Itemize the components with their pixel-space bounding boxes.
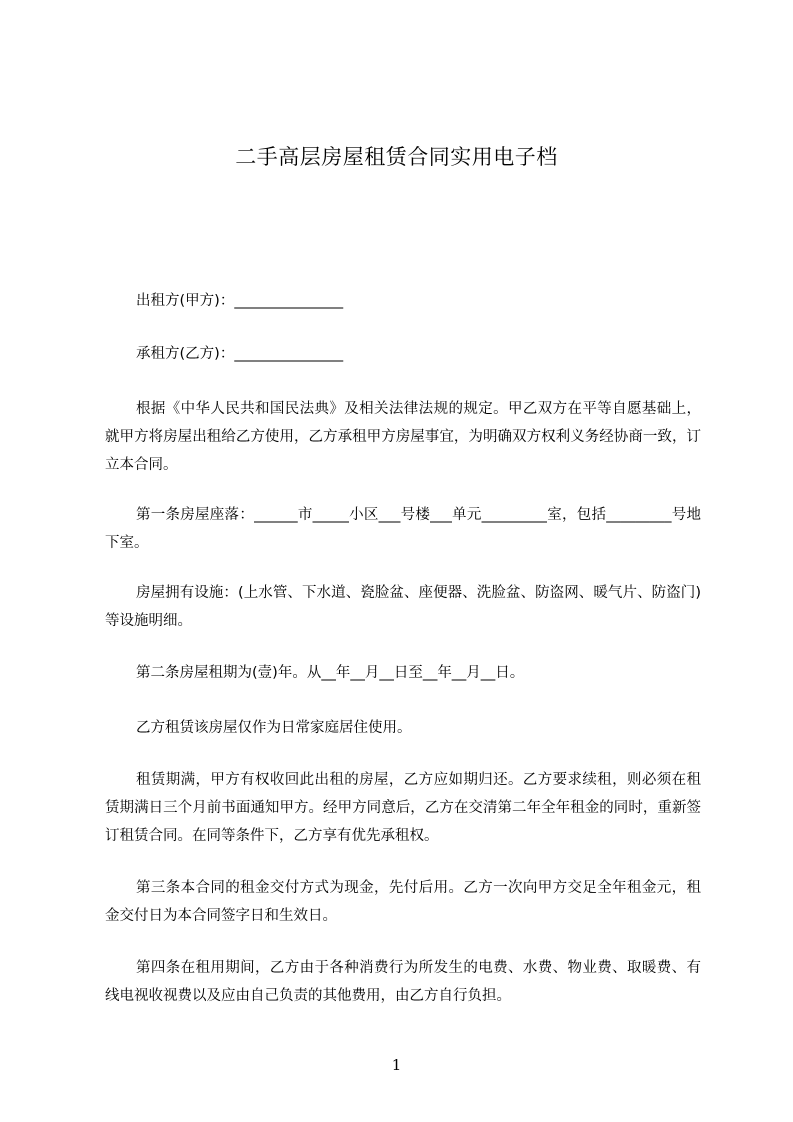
article-1-location: 第一条房屋座落：______市_____小区___号楼___单元_________室，包括_________号地下室。 — [105, 507, 701, 551]
preamble-paragraph: 根据《中华人民共和国民法典》及相关法律法规的规定。甲乙双方在平等自愿基础上，就甲方将房屋出租给乙方使用，乙方承租甲方房屋事宜，为明确双方权利义务经协商一致，订立本合同。 — [105, 401, 701, 473]
page-number: 1 — [391, 1056, 402, 1074]
facilities-paragraph: 房屋拥有设施：(上水管、下水道、瓷脸盆、座便器、洗脸盆、防盗网、暖气片、防盗门)等设施明细。 — [105, 585, 701, 629]
document-title: 二手高层房屋租赁合同实用电子档 — [235, 145, 558, 169]
lessee-field: 承租方(乙方)：_______________ — [136, 346, 344, 362]
article-2-term: 第二条房屋租期为(壹)年。从__年__月__日至__年__月__日。 — [136, 665, 525, 681]
lessor-field: 出租方(甲方)：_______________ — [136, 293, 344, 309]
renewal-paragraph: 租赁期满，甲方有权收回此出租的房屋，乙方应如期归还。乙方要求续租，则必须在租赁期满日三个月前书面通知甲方。经甲方同意后，乙方在交清第二年全年租金的同时，重新签订租赁合同。在同等条件下，乙方享有优先承租权。 — [105, 772, 701, 844]
usage-paragraph: 乙方租赁该房屋仅作为日常家庭居住使用。 — [136, 720, 412, 736]
article-3-rent: 第三条本合同的租金交付方式为现金，先付后用。乙方一次向甲方交足全年租金元，租金交付日为本合同签字日和生效日。 — [105, 880, 701, 924]
article-4-fees: 第四条在租用期间，乙方由于各种消费行为所发生的电费、水费、物业费、取暖费、有线电视收视费以及应由自己负责的其他费用，由乙方自行负担。 — [105, 960, 701, 1004]
